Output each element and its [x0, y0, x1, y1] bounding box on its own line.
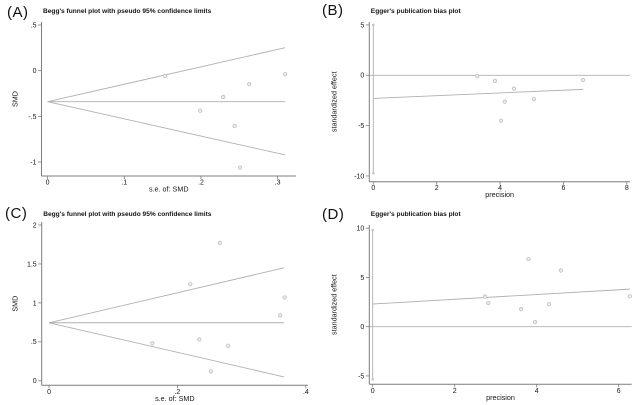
x-tick-label: .3 [274, 179, 281, 187]
data-point [533, 320, 536, 323]
chart-title: Begg's funnel plot with pseudo 95% confidence limits [43, 211, 212, 218]
y-tick-label: 5 [360, 22, 365, 30]
y-tick-label: 0 [32, 68, 37, 76]
data-point [483, 295, 486, 298]
y-tick-label: 0 [360, 324, 365, 332]
ci-endpoint-marker [371, 229, 374, 232]
data-point [198, 109, 201, 112]
x-axis-label: s.e. of: SMD [148, 184, 189, 194]
x-axis-label: precision [485, 190, 515, 200]
panel-letter-d: (D) [322, 206, 345, 223]
data-point [218, 241, 221, 244]
x-tick-label: 8 [624, 185, 629, 193]
data-point [493, 79, 496, 82]
x-tick-label: 2 [452, 387, 457, 395]
data-point [284, 73, 287, 76]
x-tick-label: 0 [370, 387, 375, 395]
data-point [499, 119, 502, 122]
data-point [248, 83, 251, 86]
ci-endpoint-marker [371, 378, 374, 381]
data-point [163, 74, 166, 77]
panel-letter-c: (C) [5, 205, 28, 222]
data-point [209, 370, 212, 373]
y-axis-label: standardized effect [329, 71, 339, 133]
data-point [628, 295, 631, 298]
x-tick-label: 0 [47, 388, 51, 396]
data-point [198, 338, 201, 341]
x-tick-label: .1 [121, 179, 128, 187]
y-axis-label: standardized effect [329, 274, 339, 335]
funnel-upper-limit-line [49, 268, 284, 323]
panel-d-chart [320, 203, 640, 405]
panel-c [0, 203, 320, 405]
panel-a [0, 0, 320, 202]
data-point [151, 342, 154, 345]
chart-title: Begg's funnel plot with pseudo 95% confidence limits [43, 8, 212, 15]
data-point [559, 269, 562, 272]
x-axis-label: s.e. of: SMD [155, 393, 195, 403]
data-point [503, 100, 506, 103]
y-tick-label: 0 [360, 72, 365, 80]
data-point [476, 75, 479, 78]
y-tick-label: 10 [356, 225, 365, 233]
y-tick-label: 5 [360, 274, 365, 282]
y-tick-label: 0 [32, 378, 37, 386]
panel-a-chart [0, 0, 320, 202]
data-point [238, 166, 241, 169]
panel-d [320, 203, 640, 405]
data-point [278, 314, 281, 317]
data-point [233, 124, 236, 127]
panel-letter-a: (A) [7, 4, 29, 21]
funnel-lower-limit-line [48, 102, 286, 155]
y-tick-label: -.5 [28, 113, 37, 121]
panel-c-chart [0, 203, 320, 405]
y-tick-label: -1 [30, 159, 37, 167]
panel-b [320, 0, 640, 202]
x-tick-label: 2 [434, 185, 439, 193]
y-axis-label: SMD [10, 91, 20, 107]
chart-title: Egger's publication bias plot [370, 8, 461, 15]
regression-line [373, 89, 583, 98]
data-point [283, 296, 286, 299]
y-tick-label: 2 [32, 222, 37, 230]
y-axis-label: SMD [10, 295, 20, 312]
x-tick-label: 6 [561, 185, 566, 193]
y-tick-label: -10 [354, 173, 365, 181]
x-tick-label: .2 [198, 179, 204, 187]
data-point [226, 344, 229, 347]
x-tick-label: 0 [371, 185, 376, 193]
x-tick-label: 0 [45, 179, 50, 187]
data-point [547, 303, 550, 306]
panel-letter-b: (B) [322, 2, 344, 19]
funnel-lower-limit-line [49, 323, 284, 377]
y-tick-label: 1.5 [26, 261, 37, 269]
data-point [487, 301, 490, 304]
panel-b-chart [320, 0, 640, 202]
y-tick-label: 1 [32, 300, 37, 308]
ci-endpoint-marker [372, 172, 375, 175]
y-tick-label: .5 [30, 339, 37, 347]
data-point [221, 95, 224, 98]
data-point [512, 87, 515, 90]
data-point [581, 78, 584, 81]
x-tick-label: .2 [174, 388, 181, 396]
data-point [532, 98, 535, 101]
x-tick-label: 4 [534, 387, 539, 395]
x-tick-label: .4 [302, 388, 309, 396]
x-tick-label: 6 [616, 387, 621, 395]
y-tick-label: -5 [358, 123, 365, 131]
data-point [189, 282, 192, 285]
data-point [527, 257, 530, 260]
data-point [519, 307, 522, 310]
x-axis-label: precision [486, 392, 515, 402]
ci-endpoint-marker [372, 24, 375, 27]
y-tick-label: -5 [358, 373, 365, 381]
regression-line [373, 289, 630, 304]
y-tick-label: .5 [30, 22, 37, 30]
x-tick-label: 4 [498, 185, 503, 193]
chart-title: Egger's publication bias plot [370, 211, 461, 218]
